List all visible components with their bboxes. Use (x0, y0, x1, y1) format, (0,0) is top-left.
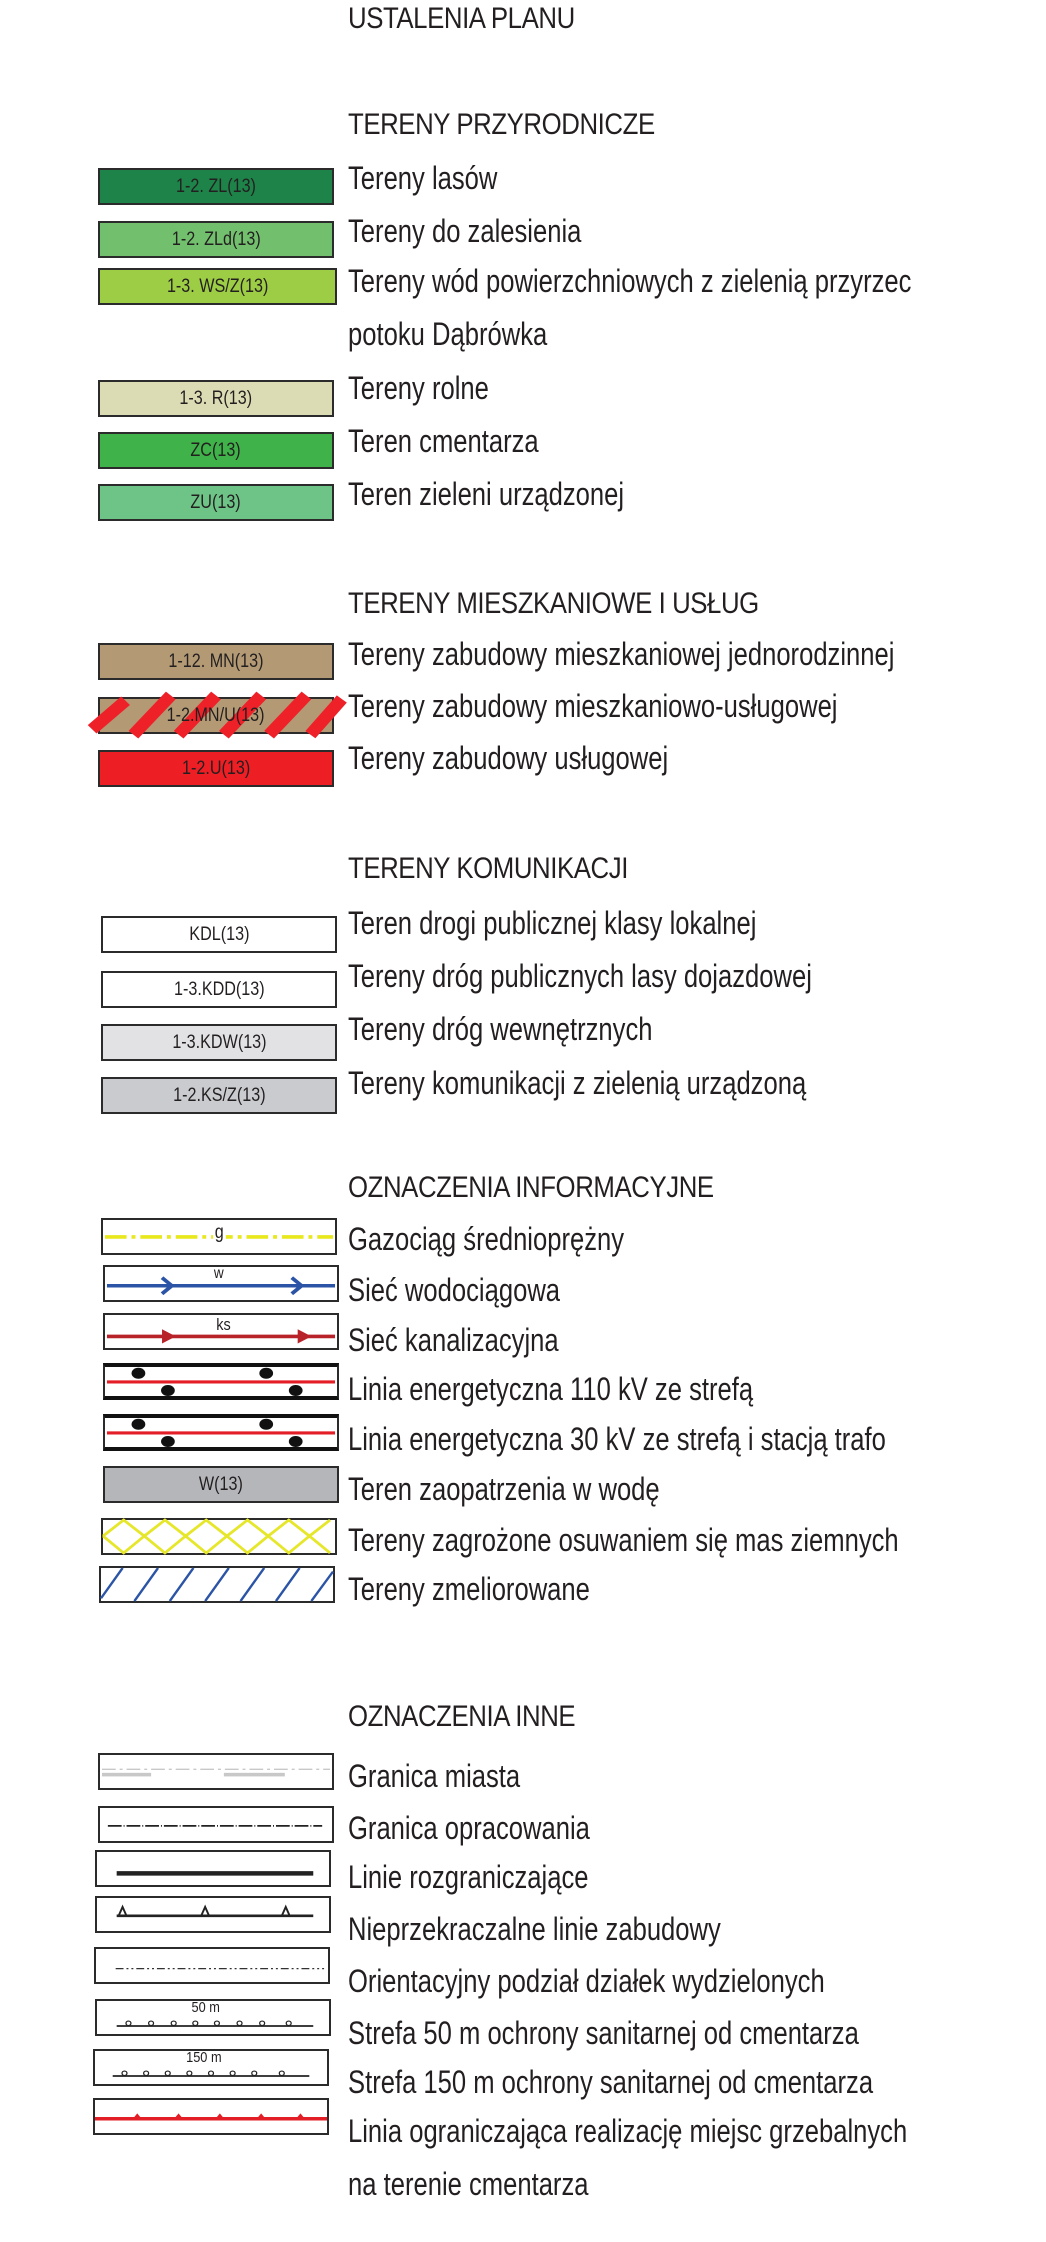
swatch-kdd: 1-3.KDD(13) (101, 971, 337, 1008)
legend-label: Tereny zabudowy mieszkaniowo-usługowej (348, 688, 838, 724)
legend-label: Granica opracowania (348, 1810, 590, 1846)
legend-label: Tereny do zalesienia (348, 213, 582, 249)
symbol-gas-line: g (101, 1218, 337, 1255)
legend-label: Tereny rolne (348, 370, 489, 406)
symbol-zone-150: 150 m (93, 2049, 329, 2086)
legend-label: Teren drogi publicznej klasy lokalnej (348, 905, 757, 941)
section-heading-transport: TERENY KOMUNIKACJI (348, 852, 628, 885)
swatch-mn: 1-12. MN(13) (98, 643, 334, 680)
swatch-mnu: 1-2.MN/U(13) (98, 697, 334, 734)
legend-label: Tereny wód powierzchniowych z zielenią przyrzec (348, 263, 912, 299)
section-heading-natural: TERENY PRZYRODNICZE (348, 108, 655, 141)
legend-label: Tereny zabudowy mieszkaniowej jednorodzinnej (348, 636, 895, 672)
pylon-icon (132, 1419, 146, 1430)
legend-label: Linie rozgraniczające (348, 1859, 589, 1895)
legend-label: Tereny zmeliorowane (348, 1571, 590, 1607)
arrow-icon (298, 1329, 312, 1343)
swatch-r: 1-3. R(13) (98, 380, 334, 417)
symbol-drained (99, 1566, 335, 1603)
arrow-icon (162, 1329, 176, 1343)
legend-label: Granica miasta (348, 1758, 521, 1794)
legend-label: Tereny lasów (348, 160, 498, 196)
pylon-icon (259, 1368, 273, 1379)
legend-label: Orientacyjny podział działek wydzielonych (348, 1963, 825, 1999)
pylon-icon (132, 1368, 146, 1379)
legend-label: Linia ograniczająca realizację miejsc grzebalnych (348, 2113, 908, 2149)
pylon-icon (161, 1385, 175, 1396)
legend-label: Linia energetyczna 110 kV ze strefą (348, 1371, 754, 1407)
symbol-zone-50: 50 m (95, 1999, 331, 2036)
symbol-plot-division (94, 1947, 330, 1984)
legend-label: Tereny komunikacji z zielenią urządzoną (348, 1065, 807, 1101)
swatch-kdl: KDL(13) (101, 916, 337, 953)
section-heading-residential: TERENY MIESZKANIOWE I USŁUG (348, 587, 759, 620)
symbol-landslide (101, 1518, 337, 1555)
pylon-icon (161, 1436, 175, 1447)
swatch-kdw: 1-3.KDW(13) (101, 1024, 337, 1061)
symbol-dividing-lines (95, 1850, 331, 1887)
legend-label: Teren cmentarza (348, 423, 539, 459)
legend-label: Strefa 150 m ochrony sanitarnej od cmentarza (348, 2064, 874, 2100)
legend-label-continued: na terenie cmentarza (348, 2166, 589, 2202)
swatch-wsz: 1-3. WS/Z(13) (98, 268, 337, 305)
symbol-water-supply: W(13) (103, 1466, 339, 1503)
pylon-icon (259, 1419, 273, 1430)
symbol-water-line: w (103, 1265, 339, 1302)
legend-label: Teren zieleni urządzonej (348, 476, 625, 512)
symbol-city-border (98, 1753, 334, 1790)
swatch-u: 1-2.U(13) (98, 750, 334, 787)
symbol-power-110 (103, 1363, 339, 1400)
swatch-zu: ZU(13) (98, 484, 334, 521)
swatch-ksz: 1-2.KS/Z(13) (101, 1077, 337, 1114)
legend-label: Sieć kanalizacyjna (348, 1322, 559, 1358)
pylon-icon (289, 1436, 303, 1447)
legend-title: USTALENIA PLANU (348, 2, 575, 35)
swatch-zc: ZC(13) (98, 432, 334, 469)
pylon-icon (289, 1385, 303, 1396)
legend-label: Teren zaopatrzenia w wodę (348, 1471, 660, 1507)
legend-label: Linia energetyczna 30 kV ze strefą i stacją trafo (348, 1421, 886, 1457)
swatch-zl: 1-2. ZL(13) (98, 168, 334, 205)
symbol-sewer-line: ks (103, 1313, 339, 1350)
symbol-building-lines (95, 1896, 331, 1933)
swatch-zld: 1-2. ZLd(13) (98, 221, 334, 258)
legend-label-continued: potoku Dąbrówka (348, 316, 548, 352)
legend-label: Tereny dróg publicznych lasy dojazdowej (348, 958, 812, 994)
section-heading-other: OZNACZENIA INNE (348, 1700, 576, 1733)
legend-label: Tereny zagrożone osuwaniem się mas ziemnych (348, 1522, 899, 1558)
symbol-burial-limit (93, 2098, 329, 2135)
legend-label: Tereny zabudowy usługowej (348, 740, 669, 776)
legend-label: Gazociąg średnioprężny (348, 1221, 625, 1257)
section-heading-informational: OZNACZENIA INFORMACYJNE (348, 1171, 714, 1204)
legend-label: Strefa 50 m ochrony sanitarnej od cmentarza (348, 2015, 859, 2051)
symbol-study-border (98, 1806, 334, 1843)
symbol-power-30 (103, 1414, 339, 1451)
legend-label: Tereny dróg wewnętrznych (348, 1011, 653, 1047)
legend-label: Sieć wodociągowa (348, 1272, 561, 1308)
legend-label: Nieprzekraczalne linie zabudowy (348, 1911, 721, 1947)
